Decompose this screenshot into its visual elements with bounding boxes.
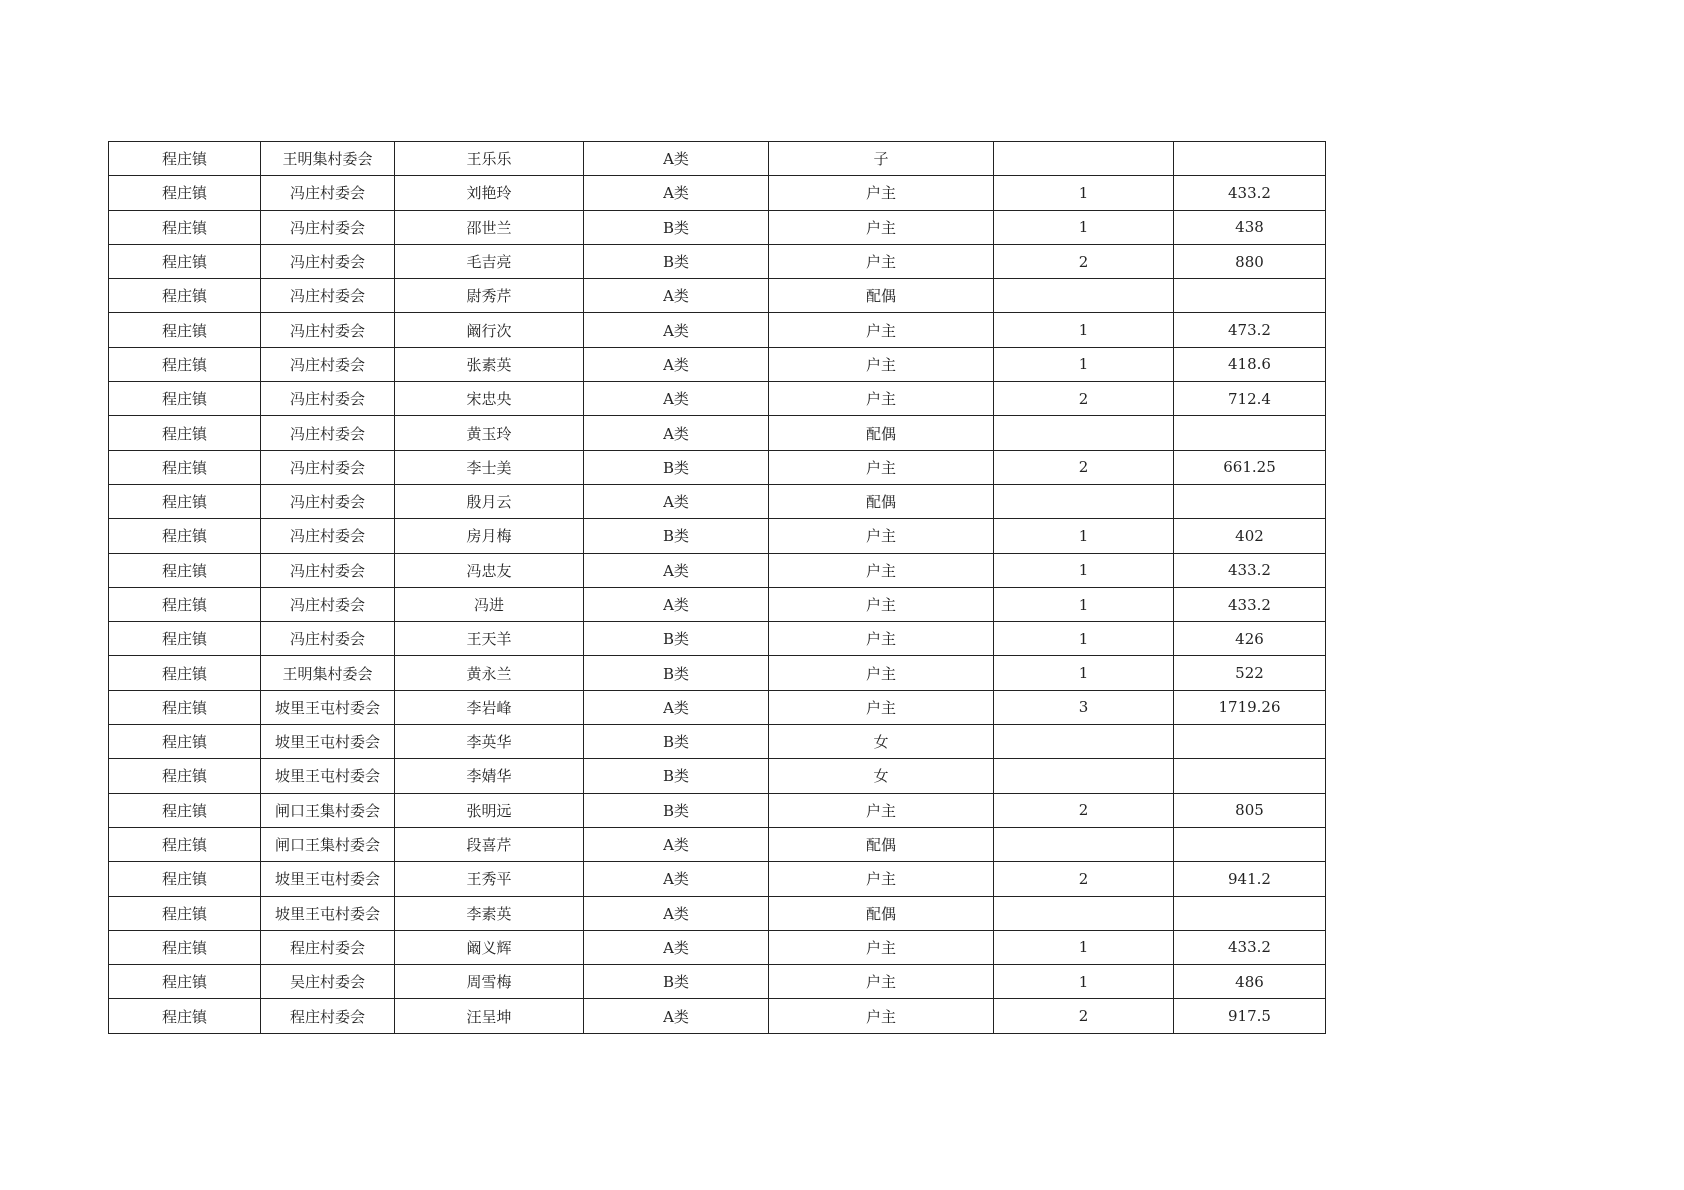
village-cell: 冯庄村委会 [261, 244, 395, 278]
count-cell: 2 [994, 999, 1174, 1033]
town-cell: 程庄镇 [109, 930, 261, 964]
name-cell: 李婧华 [395, 759, 584, 793]
count-cell: 1 [994, 930, 1174, 964]
relation-cell: 户主 [769, 999, 994, 1033]
amount-cell: 473.2 [1174, 313, 1326, 347]
town-cell: 程庄镇 [109, 862, 261, 896]
relation-cell: 配偶 [769, 896, 994, 930]
relation-cell: 户主 [769, 553, 994, 587]
amount-cell: 433.2 [1174, 553, 1326, 587]
data-table [108, 141, 1326, 1034]
table-row [109, 930, 1326, 964]
count-cell: 1 [994, 622, 1174, 656]
count-cell: 1 [994, 965, 1174, 999]
town-cell: 程庄镇 [109, 450, 261, 484]
table-row [109, 176, 1326, 210]
town-cell: 程庄镇 [109, 176, 261, 210]
category-cell: A类 [584, 999, 769, 1033]
name-cell: 王天羊 [395, 622, 584, 656]
count-cell [994, 484, 1174, 518]
table-row [109, 827, 1326, 861]
relation-cell: 户主 [769, 930, 994, 964]
count-cell [994, 896, 1174, 930]
table-row [109, 862, 1326, 896]
village-cell: 冯庄村委会 [261, 587, 395, 621]
town-cell: 程庄镇 [109, 142, 261, 176]
relation-cell: 配偶 [769, 484, 994, 518]
name-cell: 黄永兰 [395, 656, 584, 690]
relation-cell: 户主 [769, 450, 994, 484]
count-cell [994, 759, 1174, 793]
table-row [109, 416, 1326, 450]
amount-cell [1174, 725, 1326, 759]
count-cell: 2 [994, 793, 1174, 827]
category-cell: A类 [584, 382, 769, 416]
village-cell: 坡里王屯村委会 [261, 690, 395, 724]
name-cell: 阚义辉 [395, 930, 584, 964]
table-row [109, 690, 1326, 724]
relation-cell: 户主 [769, 176, 994, 210]
table-row [109, 279, 1326, 313]
town-cell: 程庄镇 [109, 759, 261, 793]
amount-cell: 426 [1174, 622, 1326, 656]
category-cell: B类 [584, 622, 769, 656]
category-cell: A类 [584, 690, 769, 724]
table-row [109, 484, 1326, 518]
village-cell: 冯庄村委会 [261, 313, 395, 347]
table-row [109, 965, 1326, 999]
village-cell: 冯庄村委会 [261, 450, 395, 484]
name-cell: 李士美 [395, 450, 584, 484]
relation-cell: 户主 [769, 313, 994, 347]
village-cell: 闸口王集村委会 [261, 827, 395, 861]
category-cell: A类 [584, 484, 769, 518]
category-cell: A类 [584, 827, 769, 861]
relation-cell: 户主 [769, 347, 994, 381]
relation-cell: 配偶 [769, 416, 994, 450]
category-cell: A类 [584, 896, 769, 930]
name-cell: 张明远 [395, 793, 584, 827]
count-cell: 2 [994, 382, 1174, 416]
amount-cell: 522 [1174, 656, 1326, 690]
name-cell: 刘艳玲 [395, 176, 584, 210]
town-cell: 程庄镇 [109, 656, 261, 690]
count-cell: 1 [994, 519, 1174, 553]
town-cell: 程庄镇 [109, 587, 261, 621]
table-row [109, 999, 1326, 1033]
table-row [109, 656, 1326, 690]
name-cell: 周雪梅 [395, 965, 584, 999]
town-cell: 程庄镇 [109, 965, 261, 999]
category-cell: A类 [584, 862, 769, 896]
table-row [109, 313, 1326, 347]
category-cell: B类 [584, 656, 769, 690]
category-cell: A类 [584, 416, 769, 450]
amount-cell: 418.6 [1174, 347, 1326, 381]
count-cell: 1 [994, 210, 1174, 244]
table-row [109, 142, 1326, 176]
relation-cell: 户主 [769, 965, 994, 999]
count-cell: 1 [994, 313, 1174, 347]
amount-cell: 433.2 [1174, 176, 1326, 210]
village-cell: 吴庄村委会 [261, 965, 395, 999]
table-row [109, 450, 1326, 484]
count-cell: 2 [994, 450, 1174, 484]
table-row [109, 622, 1326, 656]
town-cell: 程庄镇 [109, 690, 261, 724]
count-cell: 2 [994, 862, 1174, 896]
village-cell: 冯庄村委会 [261, 519, 395, 553]
table-row [109, 793, 1326, 827]
name-cell: 李岩峰 [395, 690, 584, 724]
category-cell: A类 [584, 930, 769, 964]
amount-cell [1174, 759, 1326, 793]
village-cell: 坡里王屯村委会 [261, 725, 395, 759]
category-cell: B类 [584, 450, 769, 484]
village-cell: 冯庄村委会 [261, 210, 395, 244]
relation-cell: 女 [769, 759, 994, 793]
category-cell: B类 [584, 965, 769, 999]
category-cell: B类 [584, 793, 769, 827]
village-cell: 冯庄村委会 [261, 382, 395, 416]
amount-cell: 805 [1174, 793, 1326, 827]
table-row [109, 210, 1326, 244]
village-cell: 冯庄村委会 [261, 176, 395, 210]
count-cell: 1 [994, 656, 1174, 690]
amount-cell: 712.4 [1174, 382, 1326, 416]
village-cell: 冯庄村委会 [261, 622, 395, 656]
relation-cell: 户主 [769, 656, 994, 690]
town-cell: 程庄镇 [109, 347, 261, 381]
table-row [109, 382, 1326, 416]
town-cell: 程庄镇 [109, 622, 261, 656]
name-cell: 尉秀芹 [395, 279, 584, 313]
amount-cell [1174, 416, 1326, 450]
relation-cell: 户主 [769, 622, 994, 656]
amount-cell: 917.5 [1174, 999, 1326, 1033]
name-cell: 黄玉玲 [395, 416, 584, 450]
village-cell: 王明集村委会 [261, 142, 395, 176]
table-row [109, 244, 1326, 278]
town-cell: 程庄镇 [109, 999, 261, 1033]
count-cell: 1 [994, 553, 1174, 587]
town-cell: 程庄镇 [109, 827, 261, 861]
category-cell: B类 [584, 759, 769, 793]
amount-cell: 433.2 [1174, 587, 1326, 621]
village-cell: 王明集村委会 [261, 656, 395, 690]
amount-cell: 486 [1174, 965, 1326, 999]
relation-cell: 配偶 [769, 279, 994, 313]
count-cell: 3 [994, 690, 1174, 724]
amount-cell: 661.25 [1174, 450, 1326, 484]
amount-cell [1174, 142, 1326, 176]
amount-cell: 880 [1174, 244, 1326, 278]
name-cell: 房月梅 [395, 519, 584, 553]
village-cell: 程庄村委会 [261, 930, 395, 964]
amount-cell: 402 [1174, 519, 1326, 553]
amount-cell: 438 [1174, 210, 1326, 244]
village-cell: 程庄村委会 [261, 999, 395, 1033]
amount-cell: 1719.26 [1174, 690, 1326, 724]
count-cell [994, 142, 1174, 176]
town-cell: 程庄镇 [109, 313, 261, 347]
count-cell [994, 416, 1174, 450]
name-cell: 李英华 [395, 725, 584, 759]
amount-cell: 941.2 [1174, 862, 1326, 896]
count-cell [994, 725, 1174, 759]
town-cell: 程庄镇 [109, 519, 261, 553]
name-cell: 宋忠央 [395, 382, 584, 416]
amount-cell [1174, 896, 1326, 930]
category-cell: A类 [584, 313, 769, 347]
town-cell: 程庄镇 [109, 793, 261, 827]
amount-cell [1174, 484, 1326, 518]
village-cell: 闸口王集村委会 [261, 793, 395, 827]
name-cell: 殷月云 [395, 484, 584, 518]
village-cell: 冯庄村委会 [261, 347, 395, 381]
town-cell: 程庄镇 [109, 279, 261, 313]
relation-cell: 户主 [769, 382, 994, 416]
village-cell: 坡里王屯村委会 [261, 759, 395, 793]
relation-cell: 户主 [769, 690, 994, 724]
name-cell: 王秀平 [395, 862, 584, 896]
table-row [109, 553, 1326, 587]
category-cell: B类 [584, 725, 769, 759]
village-cell: 坡里王屯村委会 [261, 862, 395, 896]
village-cell: 坡里王屯村委会 [261, 896, 395, 930]
table-row [109, 759, 1326, 793]
category-cell: A类 [584, 176, 769, 210]
count-cell: 1 [994, 587, 1174, 621]
category-cell: A类 [584, 347, 769, 381]
town-cell: 程庄镇 [109, 244, 261, 278]
category-cell: A类 [584, 587, 769, 621]
name-cell: 汪呈坤 [395, 999, 584, 1033]
name-cell: 李素英 [395, 896, 584, 930]
category-cell: B类 [584, 210, 769, 244]
count-cell: 1 [994, 176, 1174, 210]
town-cell: 程庄镇 [109, 896, 261, 930]
relation-cell: 户主 [769, 793, 994, 827]
count-cell [994, 827, 1174, 861]
town-cell: 程庄镇 [109, 382, 261, 416]
category-cell: B类 [584, 519, 769, 553]
amount-cell [1174, 279, 1326, 313]
category-cell: A类 [584, 142, 769, 176]
amount-cell [1174, 827, 1326, 861]
table-row [109, 519, 1326, 553]
name-cell: 张素英 [395, 347, 584, 381]
name-cell: 冯进 [395, 587, 584, 621]
name-cell: 邵世兰 [395, 210, 584, 244]
category-cell: B类 [584, 244, 769, 278]
name-cell: 毛吉亮 [395, 244, 584, 278]
village-cell: 冯庄村委会 [261, 484, 395, 518]
town-cell: 程庄镇 [109, 553, 261, 587]
category-cell: A类 [584, 279, 769, 313]
table-row [109, 347, 1326, 381]
table-row [109, 896, 1326, 930]
town-cell: 程庄镇 [109, 484, 261, 518]
amount-cell: 433.2 [1174, 930, 1326, 964]
count-cell: 2 [994, 244, 1174, 278]
name-cell: 段喜芹 [395, 827, 584, 861]
relation-cell: 户主 [769, 210, 994, 244]
name-cell: 王乐乐 [395, 142, 584, 176]
name-cell: 冯忠友 [395, 553, 584, 587]
relation-cell: 户主 [769, 862, 994, 896]
table-body [109, 142, 1326, 1034]
village-cell: 冯庄村委会 [261, 553, 395, 587]
relation-cell: 女 [769, 725, 994, 759]
name-cell: 阚行次 [395, 313, 584, 347]
relation-cell: 子 [769, 142, 994, 176]
relation-cell: 户主 [769, 587, 994, 621]
table-row [109, 725, 1326, 759]
village-cell: 冯庄村委会 [261, 416, 395, 450]
village-cell: 冯庄村委会 [261, 279, 395, 313]
relation-cell: 户主 [769, 244, 994, 278]
category-cell: A类 [584, 553, 769, 587]
relation-cell: 户主 [769, 519, 994, 553]
town-cell: 程庄镇 [109, 725, 261, 759]
count-cell [994, 279, 1174, 313]
relation-cell: 配偶 [769, 827, 994, 861]
table-row [109, 587, 1326, 621]
town-cell: 程庄镇 [109, 210, 261, 244]
count-cell: 1 [994, 347, 1174, 381]
town-cell: 程庄镇 [109, 416, 261, 450]
